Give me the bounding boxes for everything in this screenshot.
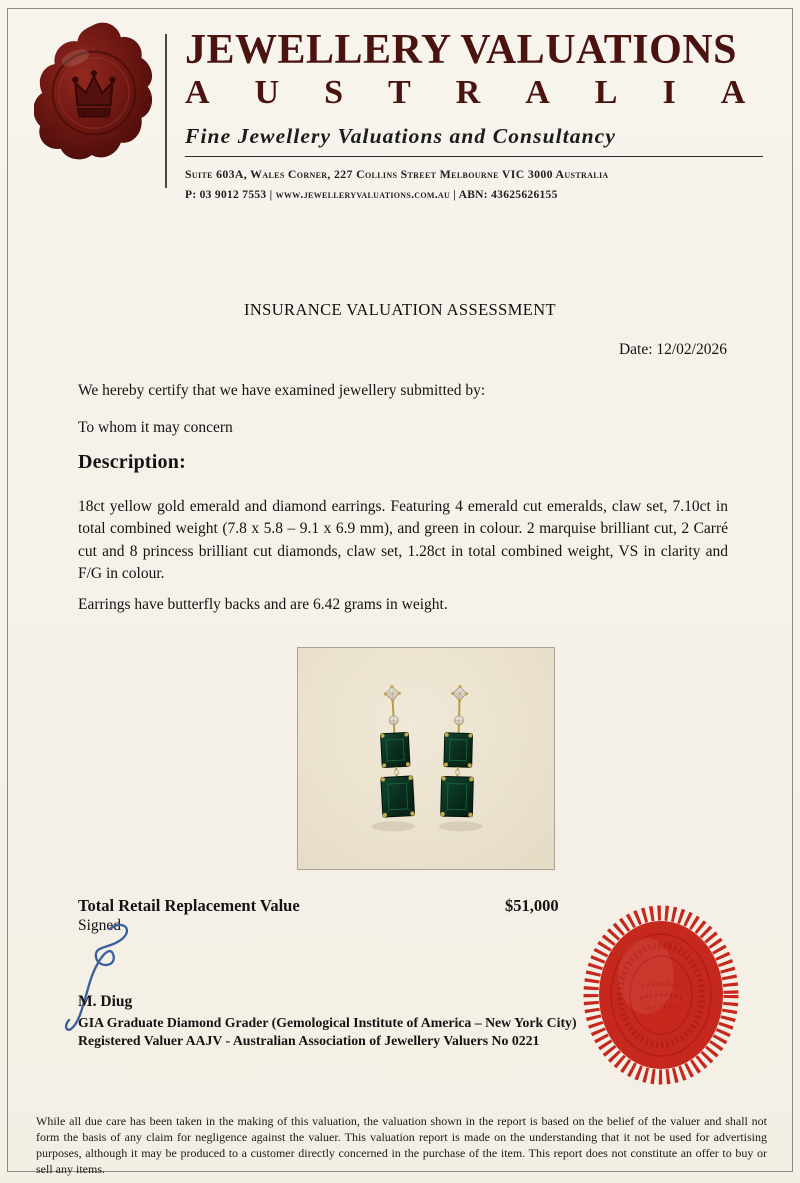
value-amount: $51,000 bbox=[505, 896, 559, 915]
address-line: Suite 603A, Wales Corner, 227 Collins Street Melbourne VIC 3000 Australia bbox=[185, 166, 609, 181]
brand-name-line1: JEWELLERY VALUATIONS bbox=[185, 27, 737, 73]
header-divider bbox=[165, 34, 167, 188]
red-stamp-seal-icon bbox=[572, 892, 750, 1098]
contact-line: P: 03 9012 7553 | www.jewelleryvaluations.com.au | ABN: 43625626155 bbox=[185, 188, 558, 201]
description-heading: Description: bbox=[78, 451, 186, 473]
wax-seal-icon bbox=[34, 18, 158, 168]
valuer-credential-1: GIA Graduate Diamond Grader (Gemological Institute of America – New York City) bbox=[78, 1015, 577, 1030]
letterhead bbox=[185, 27, 791, 201]
description-paragraph: 18ct yellow gold emerald and diamond earrings. Featuring 4 emerald cut emeralds, claw set, 7.10ct in total combined weight (7.8 x 5.8 – 9.1 x 6.9 mm), and green in colour. 2 marquise brilliant cut, 2 Carré cut and 8 princess brilliant cut diamonds, claw set, 1.28ct in total combined weight, VS in clarity and F/G in colour. bbox=[78, 498, 728, 582]
header-rule bbox=[185, 156, 763, 157]
earrings-photo bbox=[297, 647, 555, 870]
valuer-name: M. Diug bbox=[78, 993, 133, 1010]
earrings-image bbox=[298, 648, 554, 869]
disclaimer-text: While all due care has been taken in the making of this valuation, the valuation shown in the report is based on the belief of the valuer and shall not form the basis of any claim for negligence against the valuer. This valuation report is made on the understanding that it not be used for advertising purposes, although it may be produced to a customer directly concerned in the purchase of the item. This report does not constitute an offer to buy or sell any items. bbox=[36, 1114, 767, 1177]
valuer-credential-2: Registered Valuer AAJV - Australian Association of Jewellery Valuers No 0221 bbox=[78, 1033, 540, 1048]
signed-label: Signed bbox=[78, 917, 122, 934]
certify-line: We hereby certify that we have examined jewellery submitted by: bbox=[78, 382, 486, 399]
weight-paragraph: Earrings have butterfly backs and are 6.42 grams in weight. bbox=[78, 596, 448, 613]
recipient-line: To whom it may concern bbox=[78, 419, 233, 436]
brand-name-line2: AUSTRALIA bbox=[185, 74, 791, 112]
date-line: Date: 12/02/2026 bbox=[618, 341, 727, 358]
tagline: Fine Jewellery Valuations and Consultancy bbox=[185, 123, 616, 148]
value-label: Total Retail Replacement Value bbox=[78, 896, 300, 915]
document-title: INSURANCE VALUATION ASSESSMENT bbox=[243, 300, 557, 319]
